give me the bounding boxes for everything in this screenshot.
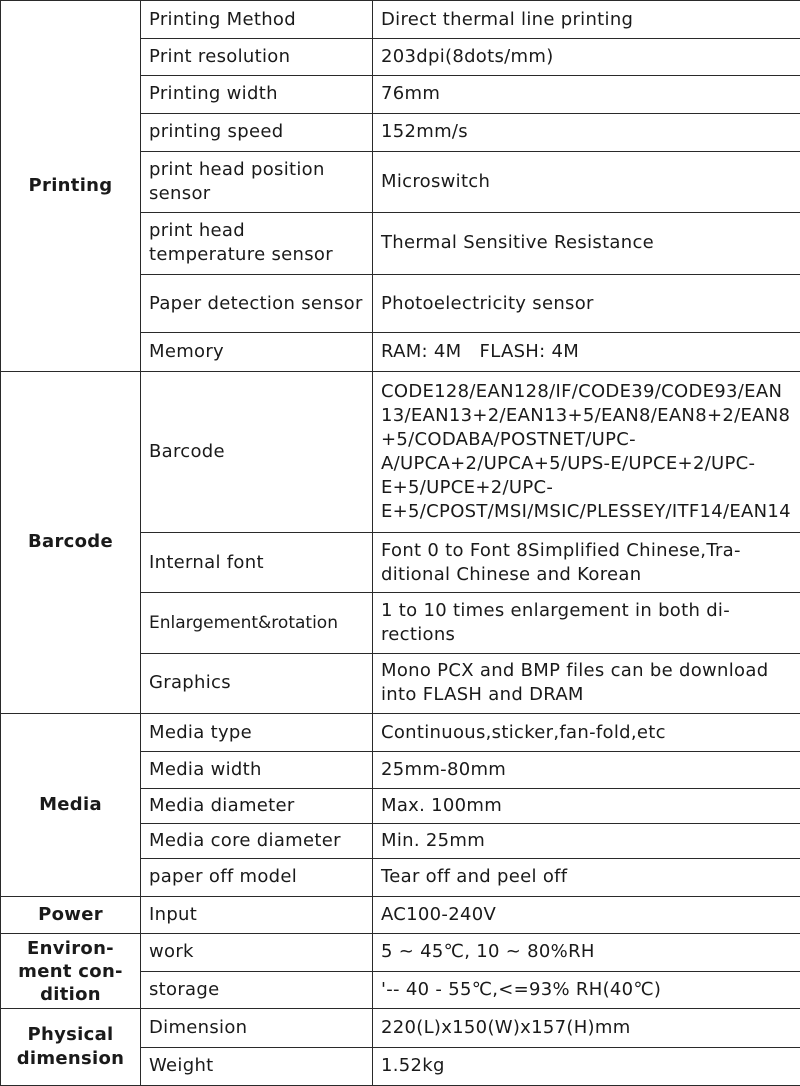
spec-label: Input [141,896,373,933]
spec-label: Paper detection sensor [141,275,373,333]
category-physical-dimension: Physical dimension [1,1009,141,1086]
spec-value: Microswitch [373,152,800,212]
spec-value: Tear off and peel off [373,859,800,896]
spec-value: Photoelectricity sensor [373,275,800,333]
spec-label: printing speed [141,113,373,151]
spec-value: 76mm [373,75,800,113]
spec-value: 1 to 10 times enlargement in both di-rections [373,593,800,653]
spec-label: Memory [141,333,373,371]
spec-value: 152mm/s [373,113,800,151]
spec-label: Printing width [141,75,373,113]
category-environment: Environ-ment con-dition [1,933,141,1009]
spec-value: Direct thermal line printing [373,1,800,39]
category-power: Power [1,896,141,933]
table-row [1,933,800,971]
spec-label: Barcode [141,371,373,532]
table-row [1,714,800,752]
spec-value: 5 ~ 45℃, 10 ~ 80%RH [373,933,800,971]
spec-label: storage [141,972,373,1009]
spec-value: Thermal Sensitive Resistance [373,212,800,274]
spec-label: Internal font [141,532,373,592]
spec-value: Continuous,sticker,fan-fold,etc [373,714,800,752]
spec-value: AC100-240V [373,896,800,933]
spec-label: Media core diameter [141,824,373,859]
spec-value: CODE128/EAN128/IF/CODE39/CODE93/EAN13/EAN13+2/EAN13+5/EAN8/EAN8+2/EAN8+5/CODABA/POSTNET/UPC-A/UPCA+2/UPCA+5/UPS-E/UPCE+2/UPC-E+5/UPCE+2/UPC-E+5/CPOST/MSI/MSIC/PLESSEY/ITF14/EAN14 [373,371,800,532]
spec-label: paper off model [141,859,373,896]
spec-label: Weight [141,1047,373,1085]
spec-value: 203dpi(8dots/mm) [373,39,800,75]
spec-label: Media width [141,752,373,788]
spec-value: Font 0 to Font 8Simplified Chinese,Tra-ditional Chinese and Korean [373,532,800,592]
category-barcode: Barcode [1,371,141,714]
spec-label: Media type [141,714,373,752]
spec-value: Min. 25mm [373,824,800,859]
spec-label: Graphics [141,653,373,713]
spec-label: Print resolution [141,39,373,75]
table-row [1,1009,800,1047]
category-printing: Printing [1,1,141,372]
spec-label: Printing Method [141,1,373,39]
category-media: Media [1,714,141,896]
table-row [1,1,800,39]
spec-value: 1.52kg [373,1047,800,1085]
spec-label: print head position sensor [141,152,373,212]
spec-value: Mono PCX and BMP files can be download into FLASH and DRAM [373,653,800,713]
spec-label: Dimension [141,1009,373,1047]
spec-label: Media diameter [141,788,373,823]
spec-value: '-- 40 - 55℃,<=93% RH(40℃) [373,972,800,1009]
spec-label: print head temperature sensor [141,212,373,274]
spec-label: work [141,933,373,971]
spec-value: 25mm-80mm [373,752,800,788]
spec-value: 220(L)x150(W)x157(H)mm [373,1009,800,1047]
table-row [1,896,800,933]
spec-label: Enlargement&rotation [141,593,373,653]
spec-value: RAM: 4M FLASH: 4M [373,333,800,371]
spec-value: Max. 100mm [373,788,800,823]
table-row [1,371,800,532]
